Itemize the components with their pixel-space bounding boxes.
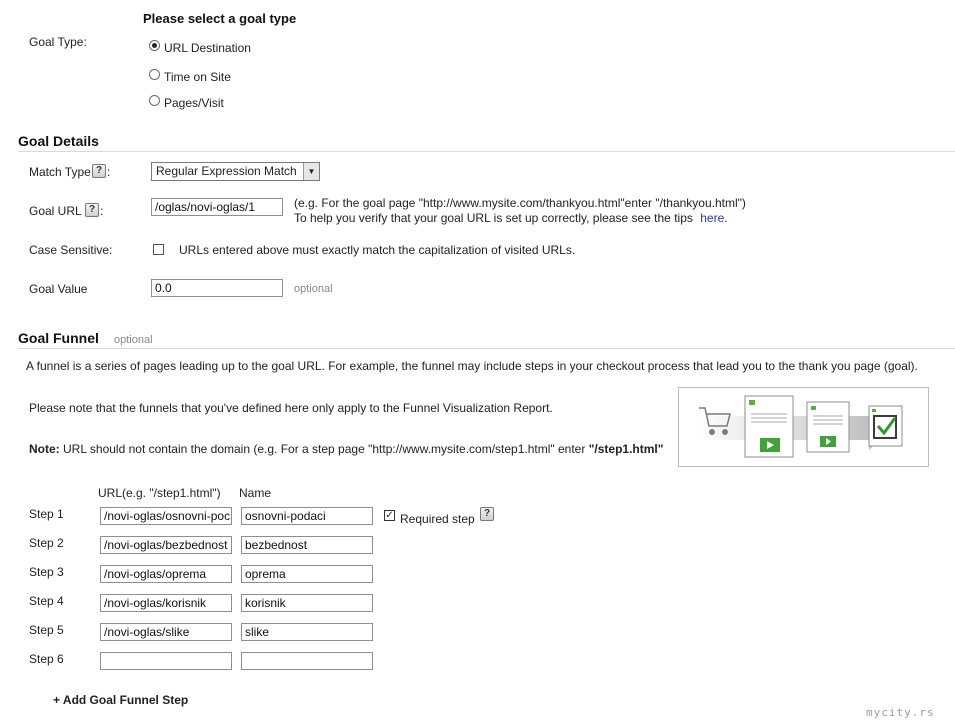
- step-label: Step 3: [29, 565, 64, 579]
- page-icon-medium: [807, 402, 849, 452]
- step-url-input[interactable]: /novi-oglas/osnovni-poc: [100, 507, 232, 525]
- goal-url-label: Goal URL: [29, 204, 82, 218]
- radio-pages-visit[interactable]: [149, 95, 160, 106]
- goal-url-tips: To help you verify that your goal URL is set up correctly, please see the tips here.: [294, 211, 728, 225]
- goal-funnel-optional: optional: [114, 334, 153, 346]
- required-step-label: Required step: [400, 512, 475, 526]
- step-url-input[interactable]: /novi-oglas/slike: [100, 623, 232, 641]
- goal-url-colon: :: [100, 204, 104, 218]
- goal-value-input[interactable]: 0.0: [151, 279, 283, 297]
- step-name-input[interactable]: korisnik: [241, 594, 373, 612]
- funnel-description: A funnel is a series of pages leading up to the goal URL. For example, the funnel may include steps in your checkout process that lead you to the thank you page (goal).: [26, 359, 918, 373]
- goal-url-hint: (e.g. For the goal page "http://www.mysite.com/thankyou.html"enter "/thankyou.html"): [294, 196, 746, 210]
- goal-url-input[interactable]: /oglas/novi-oglas/1: [151, 198, 283, 216]
- step-label: Step 4: [29, 594, 64, 608]
- match-type-help-icon[interactable]: ?: [92, 164, 106, 178]
- funnel-diagram: [679, 388, 928, 466]
- match-type-colon: :: [107, 165, 111, 179]
- match-type-value: Regular Expression Match: [156, 164, 297, 178]
- required-step-checkbox[interactable]: ✓: [385, 510, 394, 521]
- step-label: Step 2: [29, 536, 64, 550]
- case-sensitive-text: URLs entered above must exactly match the capitalization of visited URLs.: [179, 243, 576, 257]
- goal-check-icon: [869, 406, 902, 446]
- step-name-input[interactable]: oprema: [241, 565, 373, 583]
- step-url-input[interactable]: /novi-oglas/korisnik: [100, 594, 232, 612]
- col-name-header: Name: [239, 486, 272, 500]
- step-label: Step 6: [29, 652, 64, 666]
- step-label: Step 5: [29, 623, 64, 637]
- radio-time-on-site-label[interactable]: Time on Site: [164, 70, 231, 84]
- match-type-label: Match Type: [29, 165, 91, 179]
- match-type-select[interactable]: [151, 162, 320, 181]
- case-sensitive-label: Case Sensitive:: [29, 243, 113, 257]
- goal-funnel-heading: Goal Funnel: [18, 330, 99, 346]
- radio-url-destination-label[interactable]: URL Destination: [164, 41, 251, 55]
- goal-type-label: Goal Type:: [29, 35, 87, 49]
- watermark: mycity.rs: [866, 706, 935, 719]
- step-name-input[interactable]: bezbednost: [241, 536, 373, 554]
- goal-value-optional: optional: [294, 283, 333, 295]
- goal-url-help-icon[interactable]: ?: [85, 203, 99, 217]
- case-sensitive-checkbox[interactable]: [153, 244, 164, 255]
- goal-value-label: Goal Value: [29, 282, 88, 296]
- goal-funnel-divider: [18, 348, 955, 349]
- radio-time-on-site[interactable]: [149, 69, 160, 80]
- goal-details-divider: [18, 151, 955, 152]
- goal-details-heading: Goal Details: [18, 133, 99, 149]
- funnel-note: Please note that the funnels that you've defined here only apply to the Funnel Visualization Report.: [29, 401, 553, 415]
- goal-type-heading: Please select a goal type: [143, 11, 297, 26]
- col-url-header: URL(e.g. "/step1.html"): [98, 486, 221, 500]
- step-name-input[interactable]: [241, 652, 373, 670]
- page-icon-large: [745, 396, 793, 457]
- step-label: Step 1: [29, 507, 64, 521]
- add-goal-funnel-step-button[interactable]: + Add Goal Funnel Step: [53, 693, 189, 707]
- step-url-input[interactable]: /novi-oglas/bezbednost: [100, 536, 232, 554]
- step-name-input[interactable]: slike: [241, 623, 373, 641]
- step-name-input[interactable]: osnovni-podaci: [241, 507, 373, 525]
- step-url-input[interactable]: [100, 652, 232, 670]
- here-link[interactable]: here: [700, 211, 725, 225]
- radio-pages-visit-label[interactable]: Pages/Visit: [164, 96, 224, 110]
- step-url-input[interactable]: /novi-oglas/oprema: [100, 565, 232, 583]
- required-step-help-icon[interactable]: ?: [480, 507, 494, 521]
- chevron-down-icon: ▼: [303, 163, 319, 180]
- funnel-illustration: [678, 387, 929, 467]
- radio-url-destination[interactable]: [149, 40, 160, 51]
- funnel-domain-note: Note: URL should not contain the domain (e.g. For a step page "http://www.mysite.com/step1.html" enter "/step1.html": [29, 442, 664, 456]
